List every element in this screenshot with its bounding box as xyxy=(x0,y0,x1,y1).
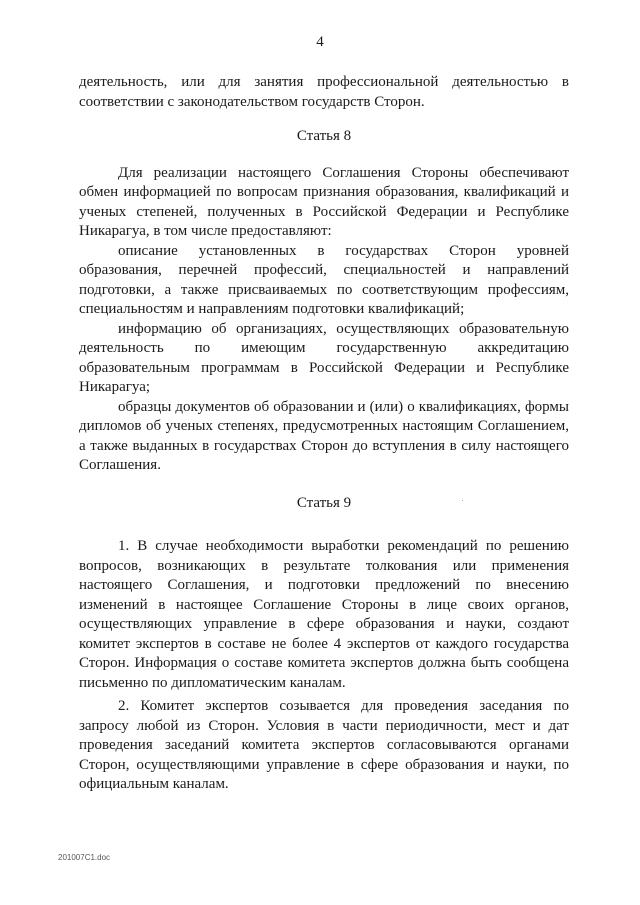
document-body xyxy=(79,73,569,795)
article-8-item-3: образцы документов об образовании и (или) о квалификациях, формы дипломов об ученых степенях, предусмотренных настоящим Соглашением, а также выданных в государствах Сторон до вступления в силу настоящего Соглашения. xyxy=(79,398,569,473)
article-8-item-2: информацию об организациях, осуществляющих образовательную деятельность по имеющим государственную аккредитацию образовательным программам в Российской Федерации и Республике Никарагуа; xyxy=(79,320,569,395)
page-number: 4 xyxy=(316,34,324,50)
article-9-clause-2: 2. Комитет экспертов созывается для проведения заседания по запросу любой из Сторон. Условия в части периодичности, мест и дат проведения заседаний комитета экспертов согласовываются органами Сторон, осуществляющими управление в сфере образования и науки, по официальным каналам. xyxy=(79,698,569,792)
article-9-heading: Статья 9 xyxy=(296,494,352,511)
article-8-intro: Для реализации настоящего Соглашения Стороны обеспечивают обмен информацией по вопросам признания образования, квалификаций и ученых степеней, полученных в Российской Федерации и Республике Никарагуа, в том числе предоставляют: xyxy=(79,164,569,239)
scan-speck xyxy=(462,500,463,501)
continuation-paragraph: деятельность, или для занятия профессиональной деятельностью в соответствии с законодательством государств Сторон. xyxy=(79,74,569,110)
article-9-clause-1: 1. В случае необходимости выработки рекомендаций по решению вопросов, возникающих в результате толкования или применения настоящего Соглашения, и подготовки предложений по внесению изменений в настоящее Соглашение Стороны в лице своих органов, осуществляющих управление в сфере образования и науки, создают комитет экспертов в составе не более 4 экспертов от каждого государства Сторон. Информация о составе комитета экспертов должна быть сообщена письменно по дипломатическим каналам. xyxy=(79,538,569,691)
footer-file-code: 201007C1.doc xyxy=(58,853,111,862)
article-8-heading: Статья 8 xyxy=(296,128,352,144)
article-8-item-1: описание установленных в государствах Сторон уровней образования, перечней профессий, специальностей и направлений подготовки, а также присваиваемых по соответствующим профессиям, специальностям и направлениям подготовки квалификаций; xyxy=(79,242,569,317)
